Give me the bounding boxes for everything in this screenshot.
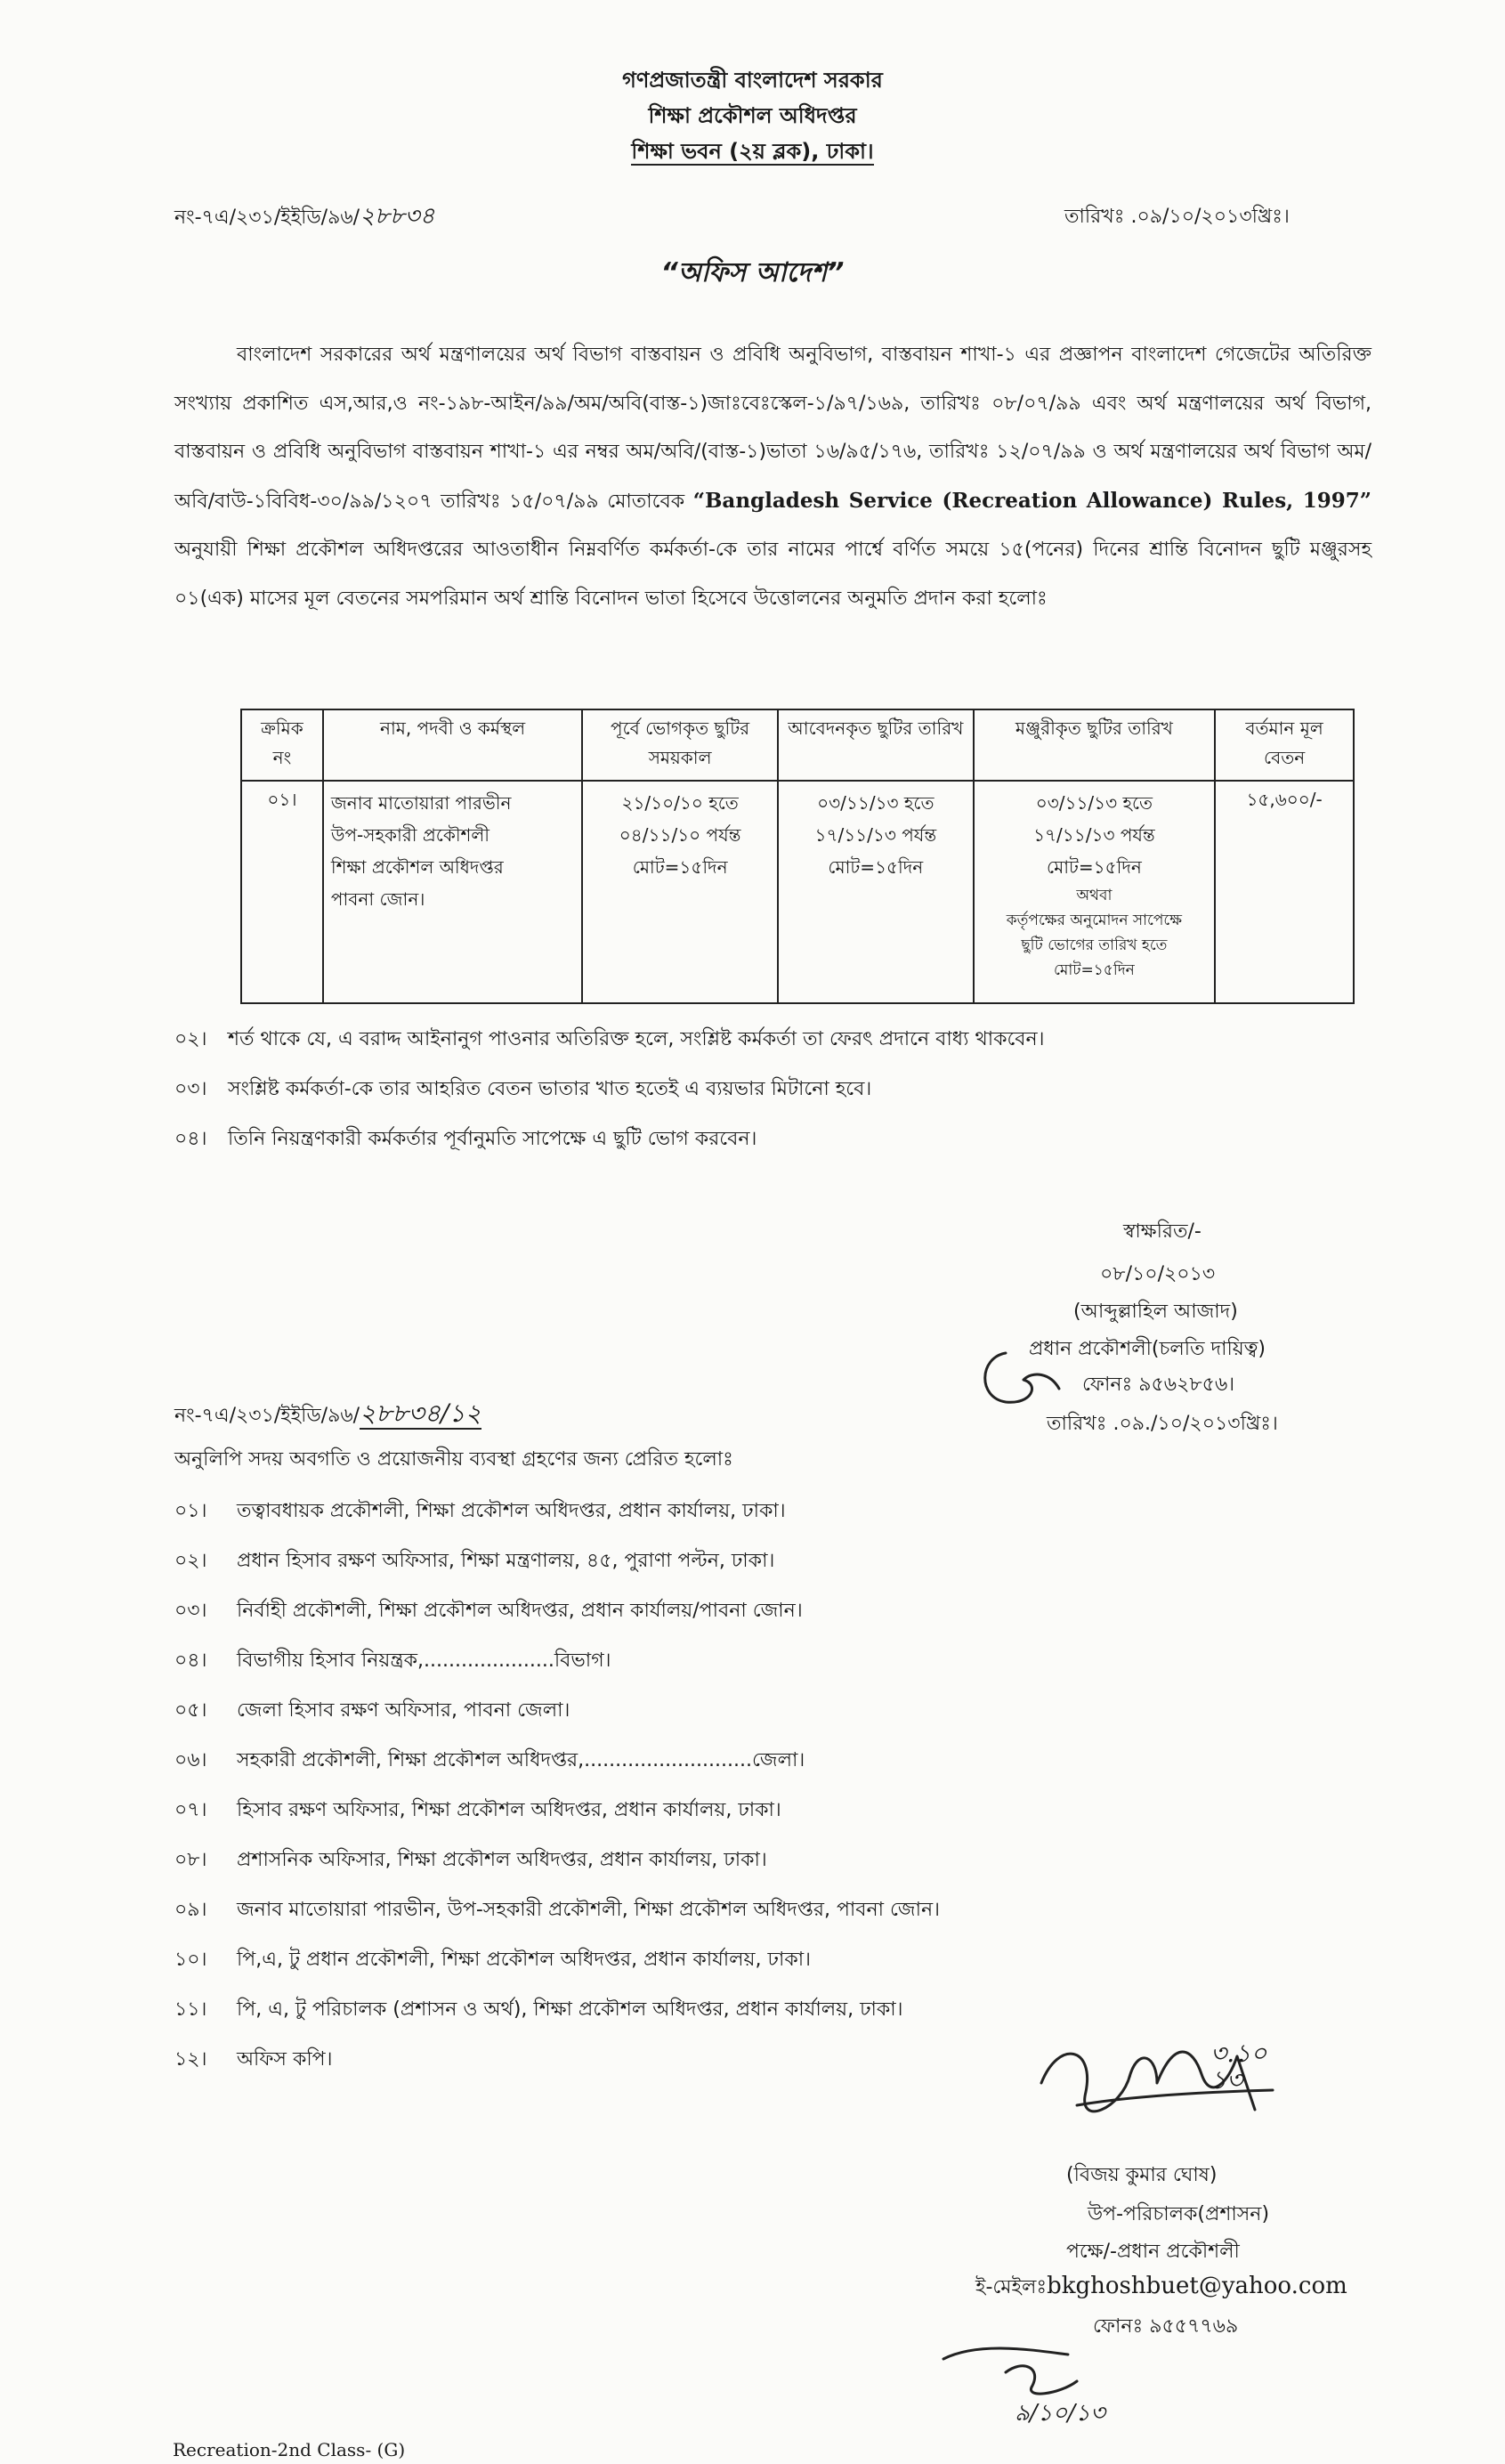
copy-text: প্রশাসনিক অফিসার, শিক্ষা প্রকৌশল অধিদপ্তর, প্রধান কার্যালয়, ঢাকা। bbox=[237, 1849, 767, 1871]
copy-text: নির্বাহী প্রকৌশলী, শিক্ষা প্রকৌশল অধিদপ্তর, প্রধান কার্যালয়/পাবনা জোন। bbox=[237, 1600, 803, 1622]
copy-list-item bbox=[174, 1745, 805, 1793]
copy-num: ০৬। bbox=[174, 1749, 207, 1771]
cell-serial: ০১। bbox=[241, 781, 323, 1003]
copy-num: ১১। bbox=[174, 1998, 207, 2021]
cell-name-line: উপ-সহকারী প্রকৌশলী bbox=[330, 824, 490, 846]
copy-list-item bbox=[174, 1795, 781, 1843]
copy-text: জনাব মাতোয়ারা পারভীন, উপ-সহকারী প্রকৌশলী, শিক্ষা প্রকৌশল অধিদপ্তর, পাবনা জোন। bbox=[237, 1899, 940, 1921]
condition-text: সংশ্লিষ্ট কর্মকর্তা-কে তার আহরিত বেতন ভাতার খাত হতেই এ ব্যয়ভার মিটানো হবে। bbox=[228, 1078, 872, 1100]
copy-num: ০২। bbox=[174, 1550, 207, 1572]
cell-applied-line: মোট=১৫দিন bbox=[828, 856, 924, 878]
copy-num: ০৩। bbox=[174, 1600, 207, 1622]
cell-approved-alt: কর্তৃপক্ষের অনুমোদন সাপেক্ষে bbox=[1006, 912, 1183, 929]
condition-num: ০৪। bbox=[174, 1128, 207, 1150]
copy-text: অফিস কপি। bbox=[237, 2048, 333, 2071]
copy-text: তত্বাবধায়ক প্রকৌশলী, শিক্ষা প্রকৌশল অধিদপ্তর, প্রধান কার্যালয়, ঢাকা। bbox=[237, 1500, 786, 1522]
initial-signature-1 bbox=[970, 1335, 1068, 1415]
cell-approved-alt: মোট=১৫দিন bbox=[1054, 961, 1135, 979]
cell-previous-line: মোট=১৫দিন bbox=[632, 856, 728, 878]
copy-text: পি, এ, টু পরিচালক (প্রশাসন ও অর্থ), শিক্ষা প্রকৌশল অধিদপ্তর, প্রধান কার্যালয়, ঢাকা। bbox=[237, 1998, 903, 2021]
email-address: bkghoshbuet@yahoo.com bbox=[1047, 2273, 1347, 2299]
cell-applied bbox=[778, 781, 974, 1003]
copy-num: ১২। bbox=[174, 2048, 207, 2071]
copy-list-item bbox=[174, 1894, 940, 1942]
copy-list-item bbox=[174, 1695, 570, 1743]
header-address-text: শিক্ষা ভবন (২য় ব্লক), ঢাকা। bbox=[631, 139, 874, 164]
order-body bbox=[174, 331, 1371, 623]
copy-number bbox=[174, 1394, 481, 1436]
initials-date: ৯/১০/১৩ bbox=[1015, 2400, 1105, 2427]
rules-title: “Bangladesh Service (Recreation Allowance) Rules, 1997” bbox=[692, 488, 1371, 513]
memo-date: তারিখঃ .০৯/১০/২০১৩খ্রিঃ। bbox=[1064, 206, 1290, 228]
copy-text: জেলা হিসাব রক্ষণ অফিসার, পাবনা জেলা। bbox=[237, 1699, 570, 1722]
signature1-designation: প্রধান প্রকৌশলী(চলতি দায়িত্ব) bbox=[1029, 1338, 1266, 1360]
cell-approved bbox=[974, 781, 1216, 1003]
cell-salary: ১৫,৬০০/- bbox=[1215, 781, 1354, 1003]
copy-list-item bbox=[174, 1944, 811, 1992]
memo-number-prefix: নং-৭এ/২৩১/ইইডি/৯৬/ bbox=[174, 207, 360, 229]
signature2-name: (বিজয় কুমার ঘোষ) bbox=[1066, 2164, 1218, 2186]
signature2-email bbox=[975, 2272, 1347, 2305]
signature1-date2: তারিখঃ .০৯./১০/২০১৩খ্রিঃ। bbox=[1047, 1413, 1278, 1435]
leave-table bbox=[240, 709, 1355, 1004]
copy-list-item bbox=[174, 1844, 767, 1893]
copy-list-item bbox=[174, 1595, 803, 1643]
copy-number-handwritten: ২৮৮৩৪/১২ bbox=[360, 1398, 481, 1428]
copy-num: ০৪। bbox=[174, 1649, 207, 1672]
copy-text: প্রধান হিসাব রক্ষণ অফিসার, শিক্ষা মন্ত্রণালয়, ৪৫, পুরাণা পল্টন, ঢাকা। bbox=[237, 1550, 775, 1572]
copy-number-prefix: নং-৭এ/২৩১/ইইডি/৯৬/ bbox=[174, 1405, 360, 1427]
signature1-name: (আব্দুল্লাহিল আজাদ) bbox=[1073, 1301, 1238, 1323]
copy-num: ০৯। bbox=[174, 1899, 207, 1921]
condition-text: তিনি নিয়ন্ত্রণকারী কর্মকর্তার পূর্বানুমতি সাপেক্ষে এ ছুটি ভোগ করবেন। bbox=[228, 1128, 757, 1150]
copy-num: ০৭। bbox=[174, 1799, 207, 1821]
cell-applied-line: ১৭/১১/১৩ পর্যন্ত bbox=[814, 824, 937, 846]
copy-list-item bbox=[174, 2044, 332, 2092]
copy-text: বিভাগীয় হিসাব নিয়ন্ত্রক,.....................বিভাগ। bbox=[237, 1649, 611, 1672]
signature2-on-behalf: পক্ষে/-প্রধান প্রকৌশলী bbox=[1066, 2241, 1240, 2263]
signature2-designation: উপ-পরিচালক(প্রশাসন) bbox=[1088, 2203, 1270, 2225]
col-previous: পূর্বে ভোগকৃত ছুটির সময়কাল bbox=[582, 709, 778, 781]
col-approved: মঞ্জুরীকৃত ছুটির তারিখ bbox=[974, 709, 1216, 781]
header-department: শিক্ষা প্রকৌশল অধিদপ্তর bbox=[648, 103, 857, 128]
header-govt: গণপ্রজাতন্ত্রী বাংলাদেশ সরকার bbox=[622, 68, 883, 93]
cell-approved-alt: ছুটি ভোগের তারিখ হতে bbox=[1021, 936, 1168, 954]
signature1-date: ০৮/১০/২০১৩ bbox=[1100, 1263, 1216, 1285]
condition-item bbox=[174, 1123, 757, 1156]
condition-num: ০২। bbox=[174, 1028, 207, 1050]
col-applied: আবেদনকৃত ছুটির তারিখ bbox=[778, 709, 974, 781]
col-name: নাম, পদবী ও কর্মস্থল bbox=[323, 709, 582, 781]
copy-list-item bbox=[174, 1545, 774, 1593]
copy-intro: অনুলিপি সদয় অবগতি ও প্রয়োজনীয় ব্যবস্থা গ্রহণের জন্য প্রেরিত হলোঃ bbox=[174, 1448, 733, 1471]
cell-name-line: জনাব মাতোয়ারা পারভীন bbox=[330, 792, 512, 814]
body-text-2: অনুযায়ী শিক্ষা প্রকৌশল অধিদপ্তরের আওতাধীন নিম্নবর্ণিত কর্মকর্তা-কে তার নামের পার্শ্বে বর্ণিত সময়ে ১৫(পনের) দিনের শ্রান্তি বিনোদন ছুটি মঞ্জুরসহ ০১(এক) মাসের মূল বেতনের সমপরিমান অর্থ শ্রান্তি বিনোদন ভাতা হিসেবে উত্তোলনের অনুমতি প্রদান করা হলোঃ bbox=[174, 539, 1371, 610]
copy-num: ০৫। bbox=[174, 1699, 207, 1722]
copy-num: ০১। bbox=[174, 1500, 207, 1522]
memo-number-handwritten: ২৮৮৩৪ bbox=[360, 203, 435, 230]
copy-list-item bbox=[174, 1495, 786, 1544]
copy-list-item bbox=[174, 1645, 611, 1693]
table-header-row bbox=[241, 709, 1354, 781]
signed-mark: স্বাক্ষরিত/- bbox=[1123, 1220, 1202, 1243]
cell-name bbox=[323, 781, 582, 1003]
memo-number bbox=[174, 198, 435, 237]
cell-previous-line: ০৪/১১/১০ পর্যন্ত bbox=[619, 824, 741, 846]
cell-applied-line: ০৩/১১/১৩ হতে bbox=[817, 792, 935, 814]
cell-approved-line: ১৭/১১/১৩ পর্যন্ত bbox=[1033, 824, 1155, 846]
signature1-phone: ফোনঃ ৯৫৬২৮৫৬। bbox=[1082, 1374, 1235, 1396]
condition-item bbox=[174, 1024, 1045, 1057]
order-title: “অফিস আদেশ” bbox=[660, 257, 845, 288]
email-label: ই-মেইলঃ bbox=[975, 2276, 1048, 2298]
condition-item bbox=[174, 1074, 871, 1106]
header-address bbox=[0, 135, 1505, 171]
cell-approved-alt: অথবা bbox=[1076, 887, 1113, 904]
col-serial: ক্রমিক নং bbox=[241, 709, 323, 781]
copy-num: ১০। bbox=[174, 1949, 207, 1971]
copy-list-item bbox=[174, 1994, 903, 2042]
signature2-handwritten-date: ৩.১০ ১৩ bbox=[1210, 2038, 1267, 2095]
body-text-1: বাংলাদেশ সরকারের অর্থ মন্ত্রণালয়ের অর্থ বিভাগ বাস্তবায়ন ও প্রবিধি অনুবিভাগ, বাস্তবায়ন শাখা-১ এর প্রজ্ঞাপন বাংলাদেশ গেজেটের অতিরিক্ত সংখ্যায় প্রকাশিত এস,আর,ও নং-১৯৮-আইন/৯৯/অম/অবি(বাস্ত-১)জাঃবেঃস্কেল-১/৯৭/১৬৯, তারিখঃ ০৮/০৭/৯৯ এবং অর্থ মন্ত্রণালয়ের অর্থ বিভাগ, বাস্তবায়ন ও প্রবিধি অনুবিভাগ বাস্তবায়ন শাখা-১ এর নম্বর অম/অবি/(বাস্ত-১)ভাতা ১৬/৯৫/১৭৬, তারিখঃ ১২/০৭/৯৯ ও অর্থ মন্ত্রণালয়ের অর্থ বিভাগ অম/অবি/বাউ-১বিবিধ-৩০/৯৯/১২০৭ তারিখঃ ১৫/০৭/৯৯ মোতাবেক bbox=[174, 344, 1371, 513]
cell-approved-line: ০৩/১১/১৩ হতে bbox=[1035, 792, 1153, 814]
cell-previous-line: ২১/১০/১০ হতে bbox=[621, 792, 739, 814]
condition-num: ০৩। bbox=[174, 1078, 207, 1100]
copy-num: ০৮। bbox=[174, 1849, 207, 1871]
cell-previous bbox=[582, 781, 778, 1003]
copy-text: সহকারী প্রকৌশলী, শিক্ষা প্রকৌশল অধিদপ্তর,...........................জেলা। bbox=[237, 1749, 805, 1771]
col-salary: বর্তমান মূল বেতন bbox=[1215, 709, 1354, 781]
cell-approved-line: মোট=১৫দিন bbox=[1046, 856, 1142, 878]
copy-text: হিসাব রক্ষণ অফিসার, শিক্ষা প্রকৌশল অধিদপ্তর, প্রধান কার্যালয়, ঢাকা। bbox=[237, 1799, 781, 1821]
condition-text: শর্ত থাকে যে, এ বরাদ্দ আইনানুগ পাওনার অতিরিক্ত হলে, সংশ্লিষ্ট কর্মকর্তা তা ফেরৎ প্রদানে বাধ্য থাকবেন। bbox=[228, 1028, 1045, 1050]
cell-name-line: পাবনা জোন। bbox=[330, 888, 425, 910]
copy-text: পি,এ, টু প্রধান প্রকৌশলী, শিক্ষা প্রকৌশল অধিদপ্তর, প্রধান কার্যালয়, ঢাকা। bbox=[237, 1949, 811, 1971]
signature2-phone: ফোনঃ ৯৫৫৭৭৬৯ bbox=[1093, 2315, 1239, 2338]
table-row bbox=[241, 781, 1354, 1003]
footer-code: Recreation-2nd Class- (G) bbox=[173, 2439, 406, 2460]
cell-name-line: শিক্ষা প্রকৌশল অধিদপ্তর bbox=[330, 856, 504, 878]
